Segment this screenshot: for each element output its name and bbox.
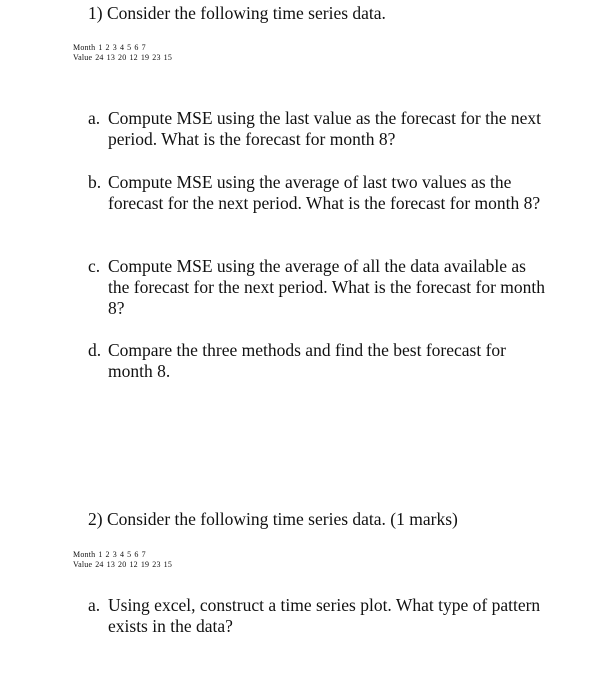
month-cell: 2 — [105, 43, 110, 52]
month-cell: 6 — [134, 43, 139, 52]
month-cell: 5 — [127, 43, 132, 52]
value-row — [73, 53, 175, 63]
value-cell: 20 — [118, 53, 127, 62]
question-1-title: 1) Consider the following time series data. — [88, 3, 386, 23]
part-text: Compare the three methods and find the best forecast for month 8. — [108, 340, 506, 381]
month-cell: 7 — [141, 550, 146, 559]
part-letter: a. — [88, 108, 101, 128]
question-1-data-table — [73, 43, 175, 63]
month-cell: 4 — [119, 550, 125, 559]
month-cell: 3 — [112, 43, 117, 52]
month-label: Month — [73, 550, 96, 559]
value-label: Value — [73, 560, 93, 569]
part-letter: c. — [88, 256, 101, 276]
value-cell: 15 — [163, 560, 173, 569]
question-1-part-d — [88, 340, 548, 382]
part-letter: a. — [88, 595, 101, 615]
month-cell: 4 — [119, 43, 125, 52]
month-cell: 3 — [112, 550, 117, 559]
value-cell: 13 — [106, 560, 116, 569]
month-cell: 6 — [134, 550, 139, 559]
value-cell: 24 — [95, 560, 104, 569]
month-label: Month — [73, 43, 96, 52]
month-cell: 1 — [98, 550, 103, 559]
value-row — [73, 560, 175, 570]
value-cell: 23 — [152, 53, 161, 62]
question-1-part-c — [88, 256, 548, 319]
question-1-part-b — [88, 172, 548, 214]
value-cell: 20 — [118, 560, 127, 569]
value-cell: 19 — [140, 560, 150, 569]
value-cell: 12 — [129, 53, 138, 62]
part-letter: d. — [88, 340, 102, 360]
value-cell: 23 — [152, 560, 161, 569]
part-letter: b. — [88, 172, 102, 192]
value-cell: 19 — [140, 53, 150, 62]
month-cell: 5 — [127, 550, 132, 559]
question-1-part-a — [88, 108, 548, 150]
part-text: Compute MSE using the last value as the forecast for the next period. What is the forecast for month 8? — [108, 108, 542, 149]
month-cell: 7 — [141, 43, 146, 52]
month-cell: 2 — [105, 550, 110, 559]
question-2-data-table — [73, 550, 175, 570]
value-label: Value — [73, 53, 93, 62]
month-row — [73, 550, 175, 560]
month-row — [73, 43, 175, 53]
value-cell: 13 — [106, 53, 116, 62]
part-text: Compute MSE using the average of all the data available as the forecast for the next period. What is the forecast for month 8? — [108, 256, 546, 318]
value-cell: 24 — [95, 53, 104, 62]
value-cell: 12 — [129, 560, 138, 569]
value-cell: 15 — [163, 53, 173, 62]
month-cell: 1 — [98, 43, 103, 52]
question-2-title: 2) Consider the following time series data. (1 marks) — [88, 509, 458, 529]
part-text: Using excel, construct a time series plot. What type of pattern exists in the data? — [108, 595, 541, 636]
part-text: Compute MSE using the average of last two values as the forecast for the next period. What is the forecast for month 8? — [108, 172, 541, 213]
question-2-part-a — [88, 595, 548, 637]
